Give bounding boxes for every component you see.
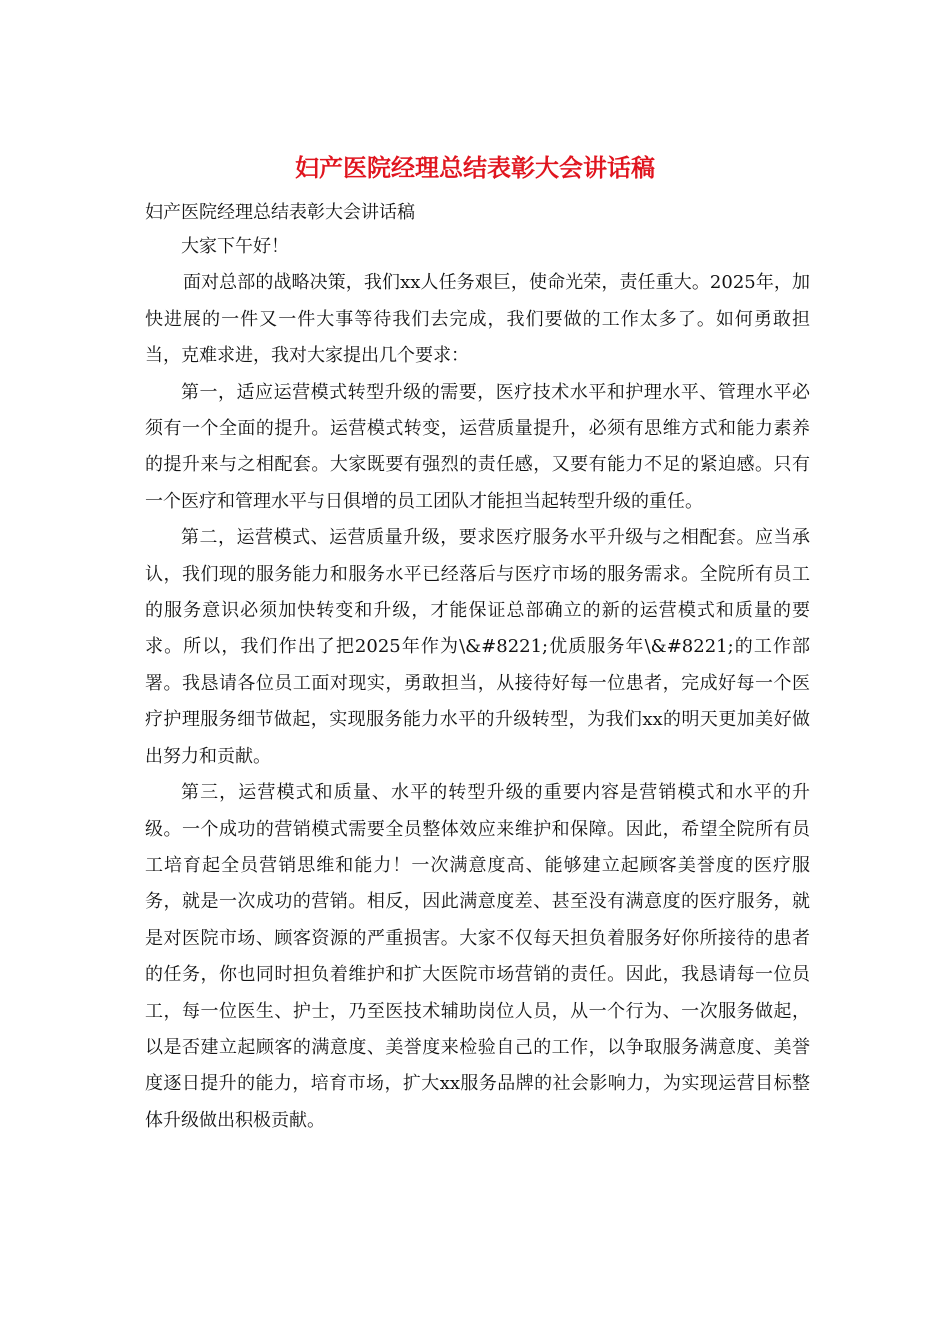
document-subtitle: 妇产医院经理总结表彰大会讲话稿 [145, 202, 415, 223]
document-title: 妇产医院经理总结表彰大会讲话稿 [295, 154, 655, 182]
second-requirement-paragraph: 第二，运营模式、运营质量升级，要求医疗服务水平升级与之相配套。应当承认，我们现的服务能力和服务水平已经落后与医疗市场的服务需求。全院所有员工的服务意识必须加快转变和升级，才能保证总部确立的新的运营模式和质量的要求。所以，我们作出了把2025年作为\&#8221;优质服务年\&#8221;的工作部署。我恳请各位员工面对现实，勇敢担当，从接待好每一位患者，完成好每一个医疗护理服务细节做起，实现服务能力水平的升级转型，为我们xx的明天更加美好做出努力和贡献。 [145, 527, 810, 767]
third-requirement-paragraph: 第三，运营模式和质量、水平的转型升级的重要内容是营销模式和水平的升级。一个成功的营销模式需要全员整体效应来维护和保障。因此，希望全院所有员工培育起全员营销思维和能力！一次满意度高、能够建立起顾客美誉度的医疗服务，就是一次成功的营销。相反，因此满意度差、甚至没有满意度的医疗服务，就是对医院市场、顾客资源的严重损害。大家不仅每天担负着服务好你所接待的患者的任务，你也同时担负着维护和扩大医院市场营销的责任。因此，我恳请每一位员工，每一位医生、护士，乃至医技术辅助岗位人员，从一个行为、一次服务做起，以是否建立起顾客的满意度、美誉度来检验自己的工作，以争取服务满意度、美誉度逐日提升的能力，培育市场，扩大xx服务品牌的社会影响力，为实现运营目标整体升级做出积极贡献。 [145, 782, 810, 1131]
document-body [145, 229, 810, 1139]
intro-paragraph: 面对总部的战略决策，我们xx人任务艰巨，使命光荣，责任重大。2025年，加快进展的一件又一件大事等待我们去完成，我们要做的工作太多了。如何勇敢担当，克难求进，我对大家提出几个要求： [145, 272, 810, 367]
greeting-paragraph: 大家下午好！ [181, 236, 289, 257]
first-requirement-paragraph: 第一，适应运营模式转型升级的需要，医疗技术水平和护理水平、管理水平必须有一个全面的提升。运营模式转变，运营质量提升，必须有思维方式和能力素养的提升来与之相配套。大家既要有强烈的责任感，又要有能力不足的紧迫感。只有一个医疗和管理水平与日俱增的员工团队才能担当起转型升级的重任。 [145, 381, 810, 512]
